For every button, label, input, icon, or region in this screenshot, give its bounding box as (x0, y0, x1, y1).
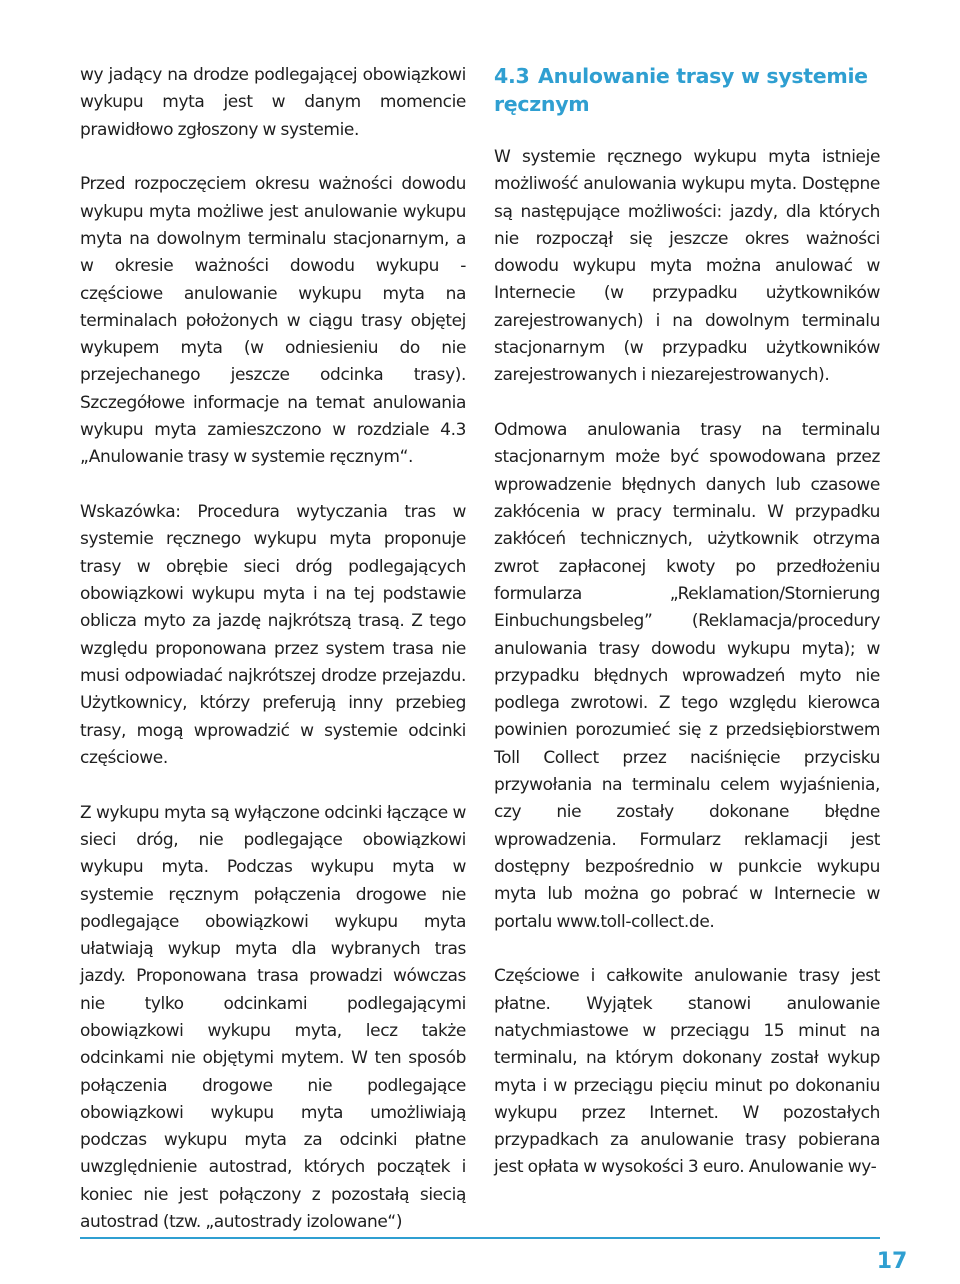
left-column (80, 62, 466, 1236)
page-number: 17 (876, 1248, 908, 1274)
right-column (494, 62, 880, 1182)
left-paragraph-2: Przed rozpoczęciem okresu ważności dowodu wykupu myta możliwe jest anulowanie wykupu myta na dowolnym terminalu stacjonarnym, a w okresie ważności dowodu wykupu - częściowe anulowanie wykupu myta na terminalach położonych w ciągu trasy objętej wykupem myta (w odniesieniu do nie przejechanego jeszcze odcinka trasy). Szczegółowe informacje na temat anulowania wykupu myta zamieszczono w rozdziale 4.3 „Anulowanie trasy w systemie ręcznym“. (80, 174, 466, 468)
left-paragraph-1: wy jadący na drodze podlegającej obowiązkowi wykupu myta jest w danym momencie prawidłowo zgłoszony w systemie. (80, 65, 466, 140)
right-paragraph-2: Odmowa anulowania trasy na terminalu stacjonarnym może być spowodowana przez wprowadzenie błędnych danych lub czasowe zakłócenia w pracy terminalu. W przypadku zakłóceń technicznych, użytkownik otrzyma zwrot zapłaconej kwoty po przedłożeniu formularza „Reklamation/Stornierung Einbuchungsbeleg” (Reklamacja/procedury anulowania trasy dowodu wykupu myta); w przypadku błędnych wprowadzeń myto nie podlega zwrotowi. Z tego względu kierowca powinien porozumieć się z przedsiębiorstwem Toll Collect przez naciśnięcie przycisku przywołania na terminalu celem wyjaśnienia, czy nie zostały dokonane błędne wprowadzenia. Formularz reklamacji jest dostępny bezpośrednio w punkcie wykupu myta lub można go pobrać w Internecie w portalu www.toll-collect.de. (494, 420, 880, 932)
left-paragraph-4: Z wykupu myta są wyłączone odcinki łączące w sieci dróg, nie podlegające obowiązkowi wykupu myta. Podczas wykupu myta w systemie ręcznym połączenia drogowe nie podlegające obowiązkowi wykupu myta ułatwiają wykup myta dla wybranych tras jazdy. Proponowana trasa prowadzi wówczas nie tylko odcinkami podlegającymi obowiązkowi wykupu myta, lecz także odcinkami nie objętymi mytem. W ten sposób połączenia drogowe nie podlegające obowiązkowi wykupu myta umożliwiają podczas wykupu myta za odcinki płatne uwzględnienie autostrad, których początek i koniec nie jest połączony z pozostałą siecią autostrad (tzw. „autostrady izolowane“) (80, 802, 466, 1233)
section-number: 4.3 (494, 64, 530, 88)
section-heading (494, 62, 880, 118)
left-paragraph-3: Wskazówka: Procedura wytyczania tras w systemie ręcznego wykupu myta proponuje trasy w obrębie sieci dróg podlegających obowiązkowi wykupu myta i na tej podstawie oblicza myto za jazdę najkrótszą trasą. Z tego względu proponowana przez system trasa nie musi odpowiadać najkrótszej drodze przejazdu. Użytkownicy, którzy preferują inny przebieg trasy, mogą wprowadzić w systemie odcinki częściowe. (80, 502, 466, 768)
footer-divider (80, 1237, 880, 1239)
section-title: Anulowanie trasy w systemie ręcznym (494, 64, 868, 116)
right-paragraph-1: W systemie ręcznego wykupu myta istnieje możliwość anulowania wykupu myta. Dostępne są następujące możliwości: jazdy, dla których nie rozpoczął się jeszcze okres ważności dowodu wykupu myta można anulować w Internecie (w przypadku użytkowników zarejestrowanych) i na dowolnym terminalu stacjonarnym (w przypadku użytkowników zarejestrowanych i niezarejestrowanych). (494, 147, 880, 386)
right-paragraph-3: Częściowe i całkowite anulowanie trasy jest płatne. Wyjątek stanowi anulowanie natychmiastowe w przeciągu 15 minut na terminalu, na którym dokonany został wykup myta i w przeciągu pięciu minut po dokonaniu wykupu przez Internet. W pozostałych przypadkach za anulowanie trasy pobierana jest opłata w wysokości 3 euro. Anulowanie wy- (494, 966, 880, 1178)
